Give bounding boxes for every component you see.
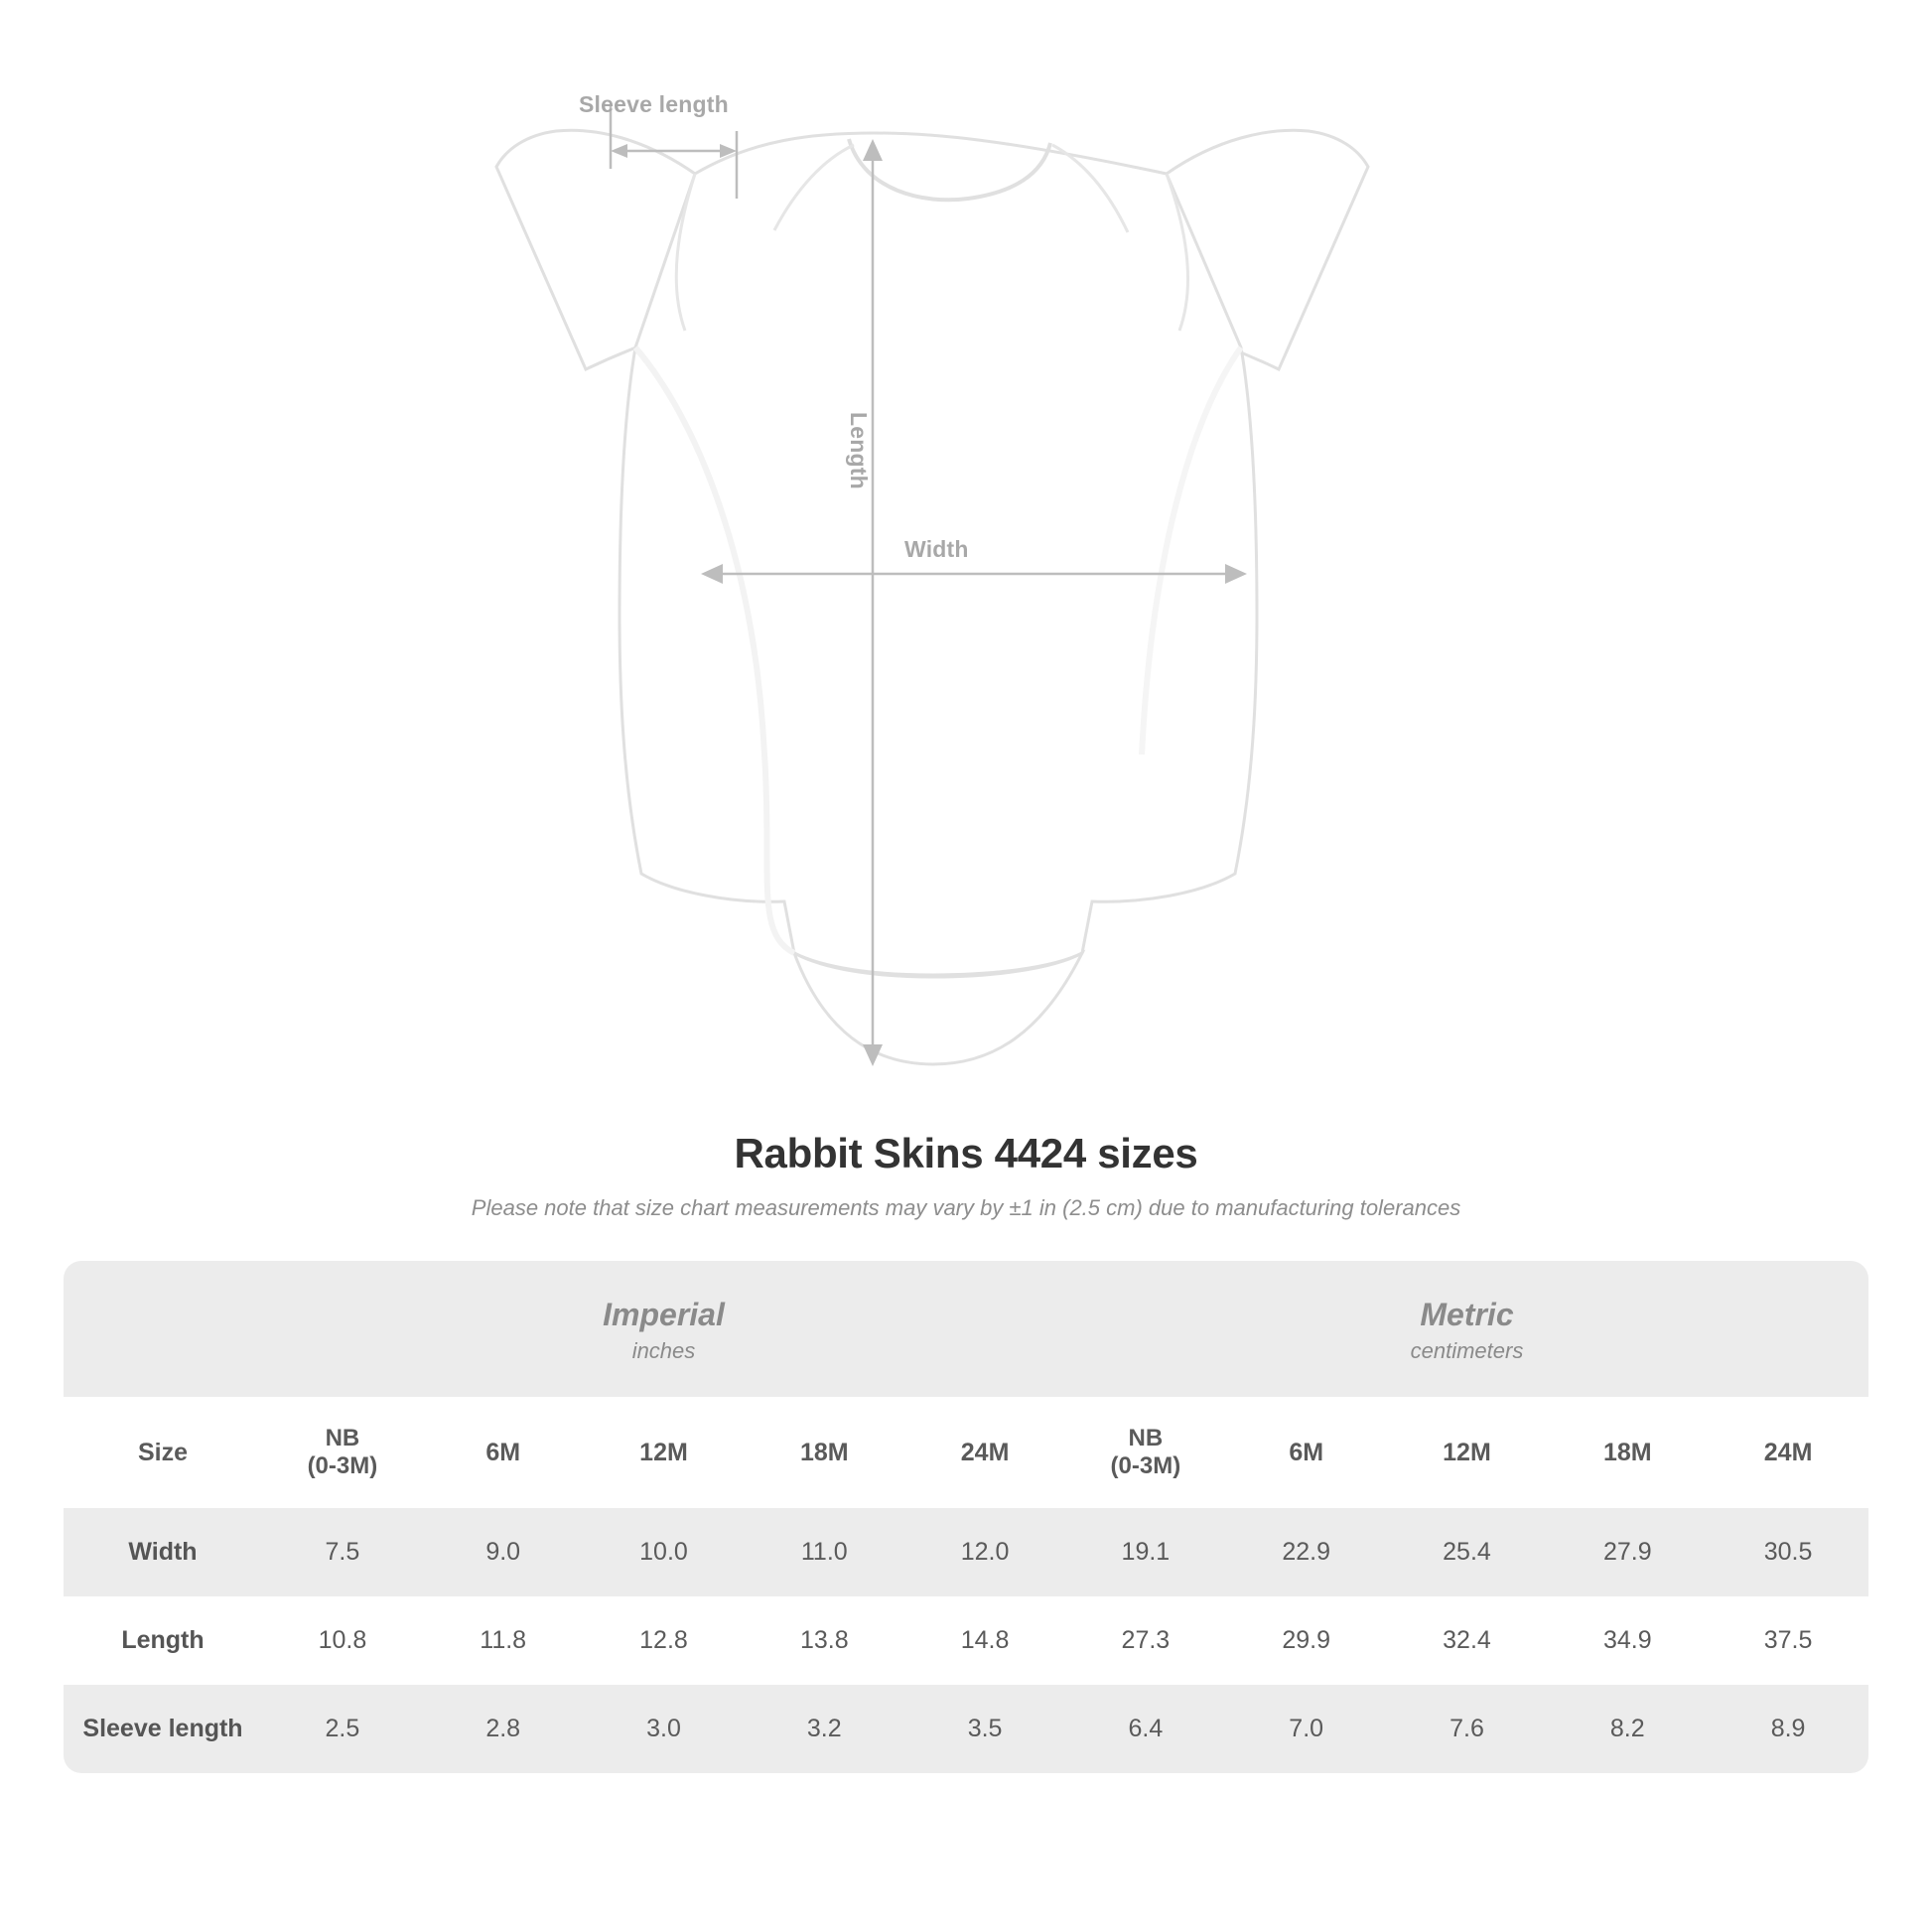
unit-group-imperial-sub: inches [631,1338,696,1363]
row-label-length: Length [64,1596,262,1685]
cell-length-12m-in: 12.8 [584,1596,745,1685]
cell-width-24m-in: 12.0 [904,1508,1065,1596]
cell-width-6m-in: 9.0 [423,1508,584,1596]
header-col-24m-imperial: 24M [904,1397,1065,1508]
annotation-sleeve-length: Sleeve length [579,91,729,117]
cell-width-18m-in: 11.0 [744,1508,904,1596]
annotation-length: Length [846,412,872,489]
header-col-nb-metric [1065,1397,1226,1508]
cell-sleeve-6m-in: 2.8 [423,1685,584,1773]
cell-length-12m-cm: 32.4 [1387,1596,1548,1685]
header-col-12m-metric: 12M [1387,1397,1548,1508]
cell-length-nb-in: 10.8 [262,1596,423,1685]
cell-length-18m-cm: 34.9 [1547,1596,1708,1685]
unit-corner-cell [64,1261,262,1397]
cell-width-24m-cm: 30.5 [1708,1508,1868,1596]
row-label-width: Width [64,1508,262,1596]
header-col-nb-imperial [262,1397,423,1508]
cell-sleeve-18m-in: 3.2 [744,1685,904,1773]
size-table-wrapper [64,1261,1868,1773]
cell-sleeve-24m-in: 3.5 [904,1685,1065,1773]
cell-length-6m-cm: 29.9 [1226,1596,1387,1685]
table-row [64,1685,1868,1773]
header-col-18m-metric: 18M [1547,1397,1708,1508]
cell-length-24m-cm: 37.5 [1708,1596,1868,1685]
tolerance-note: Please note that size chart measurements may vary by ±1 in (2.5 cm) due to manufacturing tolerances [471,1195,1461,1220]
cell-width-nb-in: 7.5 [262,1508,423,1596]
cell-width-12m-in: 10.0 [584,1508,745,1596]
header-col-nb-imperial-label: NB [325,1425,360,1451]
annotation-width: Width [904,536,969,562]
row-label-sleeve-length: Sleeve length [64,1685,262,1773]
header-col-nb-metric-label: NB [1128,1425,1164,1451]
header-col-6m-imperial: 6M [423,1397,584,1508]
cell-length-18m-in: 13.8 [744,1596,904,1685]
cell-width-18m-cm: 27.9 [1547,1508,1708,1596]
cell-length-24m-in: 14.8 [904,1596,1065,1685]
cell-width-12m-cm: 25.4 [1387,1508,1548,1596]
header-size-label: Size [64,1397,262,1508]
unit-group-imperial [262,1261,1065,1397]
cell-width-nb-cm: 19.1 [1065,1508,1226,1596]
unit-group-metric-name: Metric [1420,1297,1514,1332]
unit-group-metric [1065,1261,1868,1397]
header-col-12m-imperial: 12M [584,1397,745,1508]
header-col-6m-metric: 6M [1226,1397,1387,1508]
cell-sleeve-24m-cm: 8.9 [1708,1685,1868,1773]
unit-header-row [64,1261,1868,1397]
cell-length-6m-in: 11.8 [423,1596,584,1685]
cell-sleeve-18m-cm: 8.2 [1547,1685,1708,1773]
cell-sleeve-6m-cm: 7.0 [1226,1685,1387,1773]
size-header-row [64,1397,1868,1508]
header-col-18m-imperial: 18M [744,1397,904,1508]
size-table [64,1261,1868,1773]
header-col-nb-imperial-sub: (0-3M) [307,1452,378,1479]
unit-group-imperial-name: Imperial [603,1297,725,1332]
unit-group-metric-sub: centimeters [1410,1338,1524,1363]
page-title: Rabbit Skins 4424 sizes [734,1130,1198,1176]
title-block [0,1130,1932,1221]
cell-length-nb-cm: 27.3 [1065,1596,1226,1685]
header-col-24m-metric: 24M [1708,1397,1868,1508]
cell-sleeve-nb-cm: 6.4 [1065,1685,1226,1773]
table-row [64,1596,1868,1685]
cell-sleeve-12m-in: 3.0 [584,1685,745,1773]
header-col-nb-metric-sub: (0-3M) [1110,1452,1181,1479]
cell-width-6m-cm: 22.9 [1226,1508,1387,1596]
cell-sleeve-nb-in: 2.5 [262,1685,423,1773]
table-row [64,1508,1868,1596]
cell-sleeve-12m-cm: 7.6 [1387,1685,1548,1773]
